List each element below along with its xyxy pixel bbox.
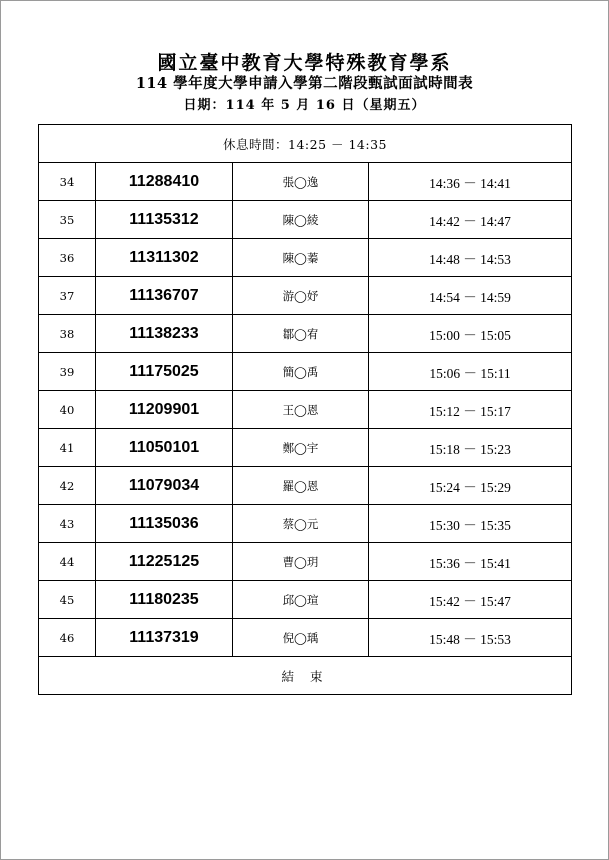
applicant-id: 11135036 — [96, 505, 233, 543]
interview-time: 15:06 － 15:11 — [369, 353, 572, 391]
applicant-name: 鄒◯宥 — [233, 315, 369, 353]
interview-time: 14:54 － 14:59 — [369, 277, 572, 315]
interview-time: 15:36 － 15:41 — [369, 543, 572, 581]
applicant-name: 曹◯玥 — [233, 543, 369, 581]
table-row — [39, 163, 572, 201]
applicant-name: 倪◯瑀 — [233, 619, 369, 657]
applicant-name: 王◯恩 — [233, 391, 369, 429]
interview-time: 15:42 － 15:47 — [369, 581, 572, 619]
row-number: 35 — [39, 201, 96, 239]
interview-time: 14:36 － 14:41 — [369, 163, 572, 201]
applicant-id: 11175025 — [96, 353, 233, 391]
table-row — [39, 277, 572, 315]
applicant-id: 11288410 — [96, 163, 233, 201]
document-title: 國立臺中教育大學特殊教育學系 — [157, 52, 452, 74]
interview-time: 14:48 － 14:53 — [369, 239, 572, 277]
applicant-name: 羅◯恩 — [233, 467, 369, 505]
applicant-name: 簡◯禹 — [233, 353, 369, 391]
interview-time: 15:12 － 15:17 — [369, 391, 572, 429]
row-number: 38 — [39, 315, 96, 353]
row-number: 42 — [39, 467, 96, 505]
row-number: 46 — [39, 619, 96, 657]
applicant-id: 11079034 — [96, 467, 233, 505]
applicant-name: 陳◯蓁 — [233, 239, 369, 277]
applicant-id: 11135312 — [96, 201, 233, 239]
applicant-name: 邱◯瑄 — [233, 581, 369, 619]
row-number: 41 — [39, 429, 96, 467]
applicant-name: 游◯妤 — [233, 277, 369, 315]
applicant-id: 11137319 — [96, 619, 233, 657]
row-number: 39 — [39, 353, 96, 391]
end-label: 結 束 — [39, 657, 572, 695]
table-row — [39, 239, 572, 277]
break-note: 休息時間：14:25 － 14:35 — [39, 125, 572, 163]
interview-time: 14:42 － 14:47 — [369, 201, 572, 239]
interview-schedule-table — [38, 124, 572, 695]
row-number: 36 — [39, 239, 96, 277]
interview-time: 15:24 － 15:29 — [369, 467, 572, 505]
interview-time: 15:30 － 15:35 — [369, 505, 572, 543]
row-number: 43 — [39, 505, 96, 543]
applicant-name: 陳◯綾 — [233, 201, 369, 239]
table-row — [39, 467, 572, 505]
table-row — [39, 429, 572, 467]
document-date: 日期：114 年 5 月 16 日（星期五） — [183, 98, 426, 113]
break-row — [39, 125, 572, 163]
row-number: 34 — [39, 163, 96, 201]
applicant-name: 鄭◯宇 — [233, 429, 369, 467]
table-row — [39, 315, 572, 353]
applicant-name: 張◯逸 — [233, 163, 369, 201]
table-row — [39, 201, 572, 239]
row-number: 45 — [39, 581, 96, 619]
applicant-id: 11209901 — [96, 391, 233, 429]
row-number: 37 — [39, 277, 96, 315]
table-row — [39, 353, 572, 391]
document-subtitle: 114 學年度大學申請入學第二階段甄試面試時間表 — [135, 75, 474, 92]
interview-time: 15:00 － 15:05 — [369, 315, 572, 353]
applicant-id: 11138233 — [96, 315, 233, 353]
table-row — [39, 619, 572, 657]
table-row — [39, 543, 572, 581]
applicant-id: 11180235 — [96, 581, 233, 619]
applicant-name: 蔡◯元 — [233, 505, 369, 543]
applicant-id: 11136707 — [96, 277, 233, 315]
table-row — [39, 581, 572, 619]
applicant-id: 11311302 — [96, 239, 233, 277]
table-row — [39, 505, 572, 543]
row-number: 40 — [39, 391, 96, 429]
interview-time: 15:18 － 15:23 — [369, 429, 572, 467]
end-row — [39, 657, 572, 695]
interview-time: 15:48 － 15:53 — [369, 619, 572, 657]
applicant-id: 11050101 — [96, 429, 233, 467]
applicant-id: 11225125 — [96, 543, 233, 581]
row-number: 44 — [39, 543, 96, 581]
table-row — [39, 391, 572, 429]
